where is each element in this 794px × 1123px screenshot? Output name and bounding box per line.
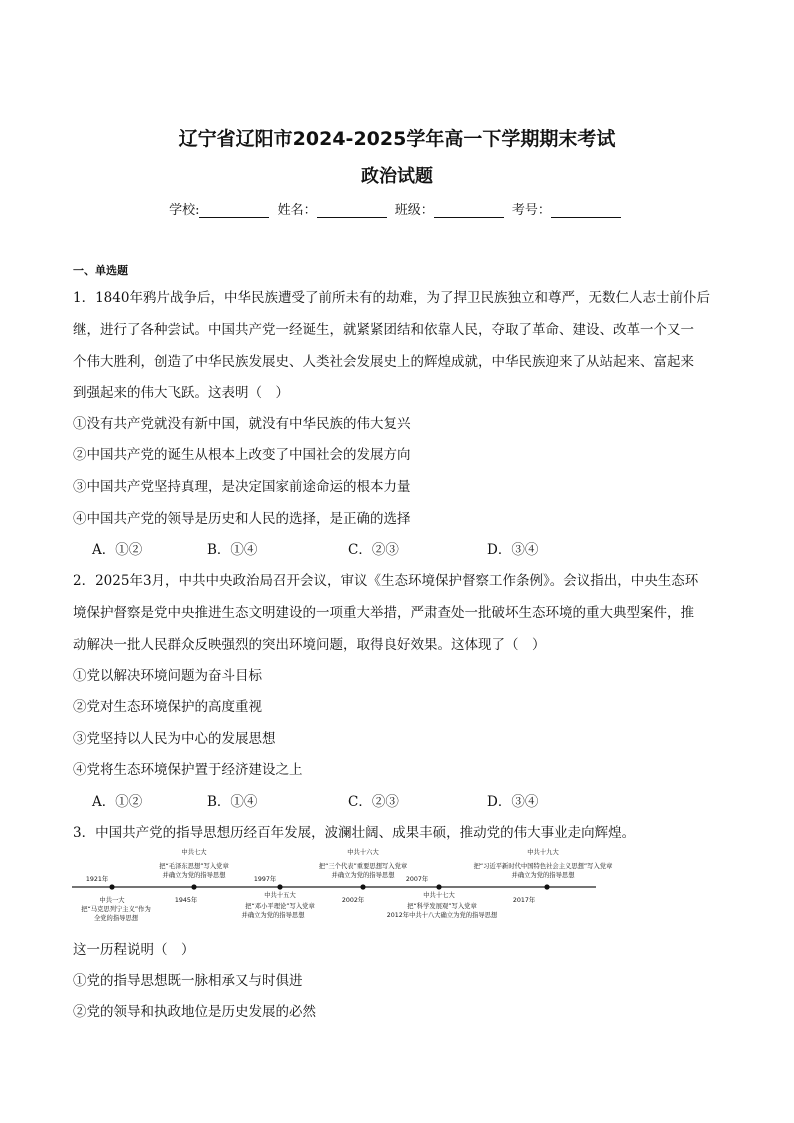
exam-number-blank[interactable] — [551, 204, 621, 218]
q1-option-c[interactable]: C．②③ — [348, 542, 399, 558]
exam-number-label: 考号： — [511, 203, 551, 218]
timeline-event-label: 把“毛泽东思想”写入党章 — [159, 863, 229, 870]
q1-stem-line: 个伟大胜利，创造了中华民族发展史、人类社会发展史上的辉煌成就，中华民族迎来了从站起来、富起来 — [73, 354, 694, 370]
timeline-dot — [277, 884, 282, 889]
school-label: 学校: — [169, 203, 200, 218]
timeline-event-label: 并确立为党的指导思想 — [511, 872, 575, 879]
timeline-event-label: 中共一大 — [99, 897, 125, 904]
timeline-dot — [544, 884, 549, 889]
q1-stem-line: 1．1840年鸦片战争后，中华民族遭受了前所未有的劫难，为了捍卫民族独立和尊严，无数仁人志士前仆后 — [73, 290, 710, 306]
name-blank[interactable] — [317, 204, 387, 218]
q2-option-a[interactable]: A．①② — [92, 794, 143, 810]
q2-option-c[interactable]: C．②③ — [348, 794, 399, 810]
timeline-event-label: 全党的指导思想 — [93, 915, 139, 922]
q1-statement: ③中国共产党坚持真理，是决定国家前途命运的根本力量 — [73, 479, 411, 495]
timeline-dot — [191, 884, 196, 889]
school-blank[interactable] — [199, 204, 269, 218]
student-info-row — [0, 199, 794, 218]
q2-stem-line: 2．2025年3月，中共中央政治局召开会议，审议《生态环境保护督察工作条例》。会议指出，中央生态环 — [73, 573, 699, 589]
timeline-event-label: 中共十七大 — [423, 892, 455, 899]
timeline-event-label: 把“马克思列宁主义”作为 — [81, 906, 151, 913]
timeline-event-label: 中共十九大 — [527, 849, 559, 856]
q2-statement: ②党对生态环境保护的高度重视 — [73, 699, 262, 715]
q3-question: 这一历程说明（ ） — [73, 942, 195, 958]
timeline-event-label: 并确立为党的指导思想 — [162, 872, 226, 879]
timeline-event-label: 把“习近平新时代中国特色社会主义思想”写入党章 — [473, 863, 613, 870]
timeline-event-label: 并确立为党的指导思想 — [241, 912, 305, 919]
timeline-year: 2002年 — [341, 897, 365, 904]
timeline-dot — [360, 884, 365, 889]
q1-statement: ①没有共产党就没有新中国，就没有中华民族的伟大复兴 — [73, 416, 411, 432]
q2-statement: ④党将生态环境保护置于经济建设之上 — [73, 762, 303, 778]
timeline-event-label: 把“科学发展观”写入党章 — [407, 903, 477, 910]
q2-statement: ①党以解决环境问题为奋斗目标 — [73, 668, 262, 684]
class-blank[interactable] — [434, 204, 504, 218]
q3-statement: ②党的领导和执政地位是历史发展的必然 — [73, 1004, 316, 1020]
timeline-event-label: 中共十五大 — [264, 892, 296, 899]
q1-option-d[interactable]: D．③④ — [487, 542, 539, 558]
timeline-event-label: 中共七大 — [181, 849, 207, 856]
q1-statement: ②中国共产党的诞生从根本上改变了中国社会的发展方向 — [73, 447, 411, 463]
q1-option-a[interactable]: A．①② — [92, 542, 143, 558]
q3-stem: 3．中国共产党的指导思想历经百年发展，波澜壮阔、成果丰硕，推动党的伟大事业走向辉煌。 — [73, 825, 636, 841]
timeline-event-label: 2012年中共十八大确立为党的指导思想 — [386, 912, 498, 919]
class-label: 班级： — [394, 203, 434, 218]
q1-stem-line: 继，进行了各种尝试。中国共产党一经诞生，就紧紧团结和依靠人民，夺取了革命、建设、改革一个又一 — [73, 322, 694, 338]
timeline-year: 1921年 — [85, 876, 109, 883]
timeline-event-label: 中共十六大 — [347, 849, 379, 856]
timeline-dot — [109, 884, 114, 889]
timeline-year: 1945年 — [174, 897, 198, 904]
timeline-year: 1997年 — [253, 876, 277, 883]
exam-subtitle: 政治试题 — [361, 166, 433, 187]
q2-statement: ③党坚持以人民为中心的发展思想 — [73, 731, 276, 747]
timeline-year: 2007年 — [405, 876, 429, 883]
section-heading: 一、单选题 — [73, 264, 128, 277]
timeline-event-label: 把“邓小平理论”写入党章 — [245, 903, 315, 910]
q3-statement: ①党的指导思想既一脉相承又与时俱进 — [73, 973, 303, 989]
timeline-diagram — [0, 846, 794, 926]
q1-stem-line: 到强起来的伟大飞跃。这表明（ ） — [73, 385, 289, 401]
q2-stem-line: 境保护督察是党中央推进生态文明建设的一项重大举措，严肃查处一批破坏生态环境的重大典型案件，推 — [73, 605, 694, 621]
exam-title: 辽宁省辽阳市2024-2025学年高一下学期期末考试 — [178, 128, 616, 150]
q1-option-b[interactable]: B．①④ — [207, 542, 258, 558]
name-label: 姓名： — [277, 203, 317, 218]
q1-statement: ④中国共产党的领导是历史和人民的选择，是正确的选择 — [73, 511, 411, 527]
q2-option-b[interactable]: B．①④ — [207, 794, 258, 810]
q2-option-d[interactable]: D．③④ — [487, 794, 539, 810]
timeline-year: 2017年 — [512, 897, 536, 904]
timeline-event-label: 把“三个代表”重要思想写入党章 — [318, 863, 408, 870]
q2-stem-line: 动解决一批人民群众反映强烈的突出环境问题，取得良好效果。这体现了（ ） — [73, 637, 546, 653]
timeline-dot — [436, 884, 441, 889]
timeline-event-label: 并确立为党的指导思想 — [331, 872, 395, 879]
